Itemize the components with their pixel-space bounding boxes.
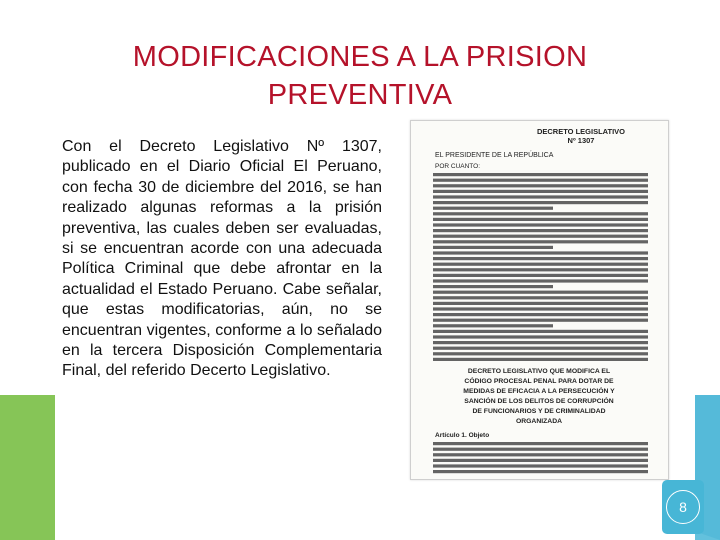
title-line-1: MODIFICACIONES A LA PRISION	[132, 41, 588, 73]
decree-document-image	[410, 120, 669, 480]
doc-text-line	[433, 470, 648, 473]
decree-document-scan	[411, 121, 668, 479]
doc-text-lines-lower	[433, 442, 648, 473]
doc-text-line	[433, 179, 648, 182]
doc-text-line	[433, 223, 648, 226]
doc-heading-1: DECRETO LEGISLATIVO	[536, 127, 626, 136]
doc-text-line	[433, 212, 648, 215]
doc-text-line	[433, 229, 648, 232]
page-number-badge	[662, 480, 704, 534]
doc-text-line	[433, 358, 648, 361]
doc-section-heading-1: DECRETO LEGISLATIVO QUE MODIFICA EL	[467, 368, 611, 375]
doc-text-line	[433, 218, 648, 221]
doc-text-line	[433, 263, 648, 266]
doc-section-heading-2: CÓDIGO PROCESAL PENAL PARA DOTAR DE	[464, 378, 614, 385]
doc-text-line	[433, 279, 648, 282]
doc-text-line	[433, 330, 648, 333]
doc-text-line	[433, 453, 648, 456]
doc-text-lines-upper	[433, 173, 648, 361]
doc-text-line	[433, 268, 648, 271]
doc-text-line	[433, 173, 648, 176]
doc-text-line	[433, 442, 648, 445]
doc-text-line	[433, 201, 648, 204]
doc-section-heading-3: MEDIDAS DE EFICACIA A LA PERSECUCIÓN Y	[463, 388, 615, 395]
doc-text-line	[433, 341, 648, 344]
doc-text-line	[433, 257, 648, 260]
doc-section-heading-6: ORGANIZADA	[515, 418, 563, 425]
doc-text-line	[433, 251, 648, 254]
body-paragraph: Con el Decreto Legislativo Nº 1307, publicado en el Diario Oficial El Peruano, con fecha 30 de diciembre del 2016, se han realizado algunas reformas a la prisión preventiva, las cuales deben ser evaluadas, si se encuentran acorde con una adecuada Política Criminal que debe afrontar en la actualidad el Estado Peruano. Cabe señalar, que estas modificatorias, aún, no se encuentran vigentes, conforme a lo señalado en la tercera Disposición Complementaria Final, del referido Decerto Legislativo.	[62, 138, 382, 380]
page-number: 8	[666, 490, 700, 524]
doc-text-line	[433, 235, 648, 238]
doc-text-line	[433, 291, 648, 294]
doc-section-heading-4: SANCIÓN DE LOS DELITOS DE CORRUPCIÓN	[464, 398, 614, 405]
doc-line-1: EL PRESIDENTE DE LA REPÚBLICA	[435, 152, 554, 159]
doc-text-line	[433, 274, 648, 277]
doc-text-line	[433, 459, 648, 462]
doc-text-line	[433, 448, 648, 451]
doc-section-heading-5: DE FUNCIONARIOS Y DE CRIMINALIDAD	[472, 408, 606, 415]
slide-title	[60, 38, 660, 114]
doc-text-line	[433, 246, 553, 249]
doc-text-line	[433, 207, 553, 210]
doc-text-line	[433, 352, 648, 355]
doc-text-line	[433, 302, 648, 305]
doc-text-line	[433, 335, 648, 338]
title-line-2: PREVENTIVA	[267, 79, 453, 111]
doc-text-line	[433, 307, 648, 310]
doc-text-line	[433, 240, 648, 243]
doc-text-line	[433, 296, 648, 299]
doc-heading-2: Nº 1307	[567, 136, 595, 145]
doc-line-2: POR CUANTO:	[435, 163, 481, 170]
doc-text-line	[433, 184, 648, 187]
doc-text-line	[433, 319, 648, 322]
doc-article-heading: Artículo 1. Objeto	[435, 432, 490, 439]
doc-text-line	[433, 347, 648, 350]
doc-text-line	[433, 464, 648, 467]
doc-text-line	[433, 313, 648, 316]
doc-text-line	[433, 324, 553, 327]
doc-text-line	[433, 285, 553, 288]
doc-text-line	[433, 190, 648, 193]
doc-text-line	[433, 195, 648, 198]
